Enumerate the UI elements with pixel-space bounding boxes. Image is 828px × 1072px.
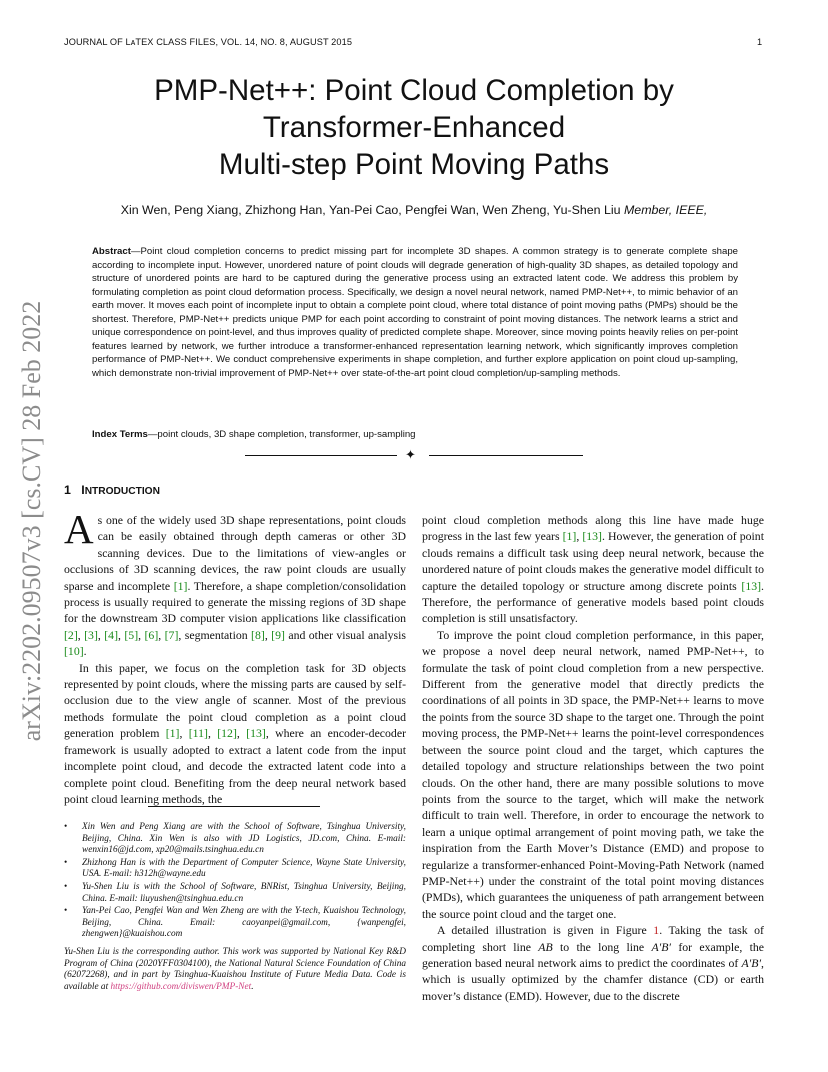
title-line-3: Multi-step Point Moving Paths xyxy=(218,148,610,181)
section-number: 1 xyxy=(64,483,71,497)
paragraph: point cloud completion methods along this line have made huge progress in the last few years [1], [13]. However, the generation of point clouds remains a difficult task using deep neural network, because the unordered nature of point clouds makes the generative model difficult to capture the detailed topology or structure among discrete points [13]. Therefore, the performance of generative models based point clouds completion is still unsatisfactory. xyxy=(422,513,764,626)
index-terms-label: Index Terms xyxy=(92,429,148,440)
text-run: . xyxy=(251,981,254,992)
citation-link[interactable]: [13] xyxy=(582,529,602,544)
footnote-item: • Yu-Shen Liu is with the School of Software, BNRist, Tsinghua University, Beijing, China. E-mail: liuyushen@tsinghua.edu.cn xyxy=(64,882,406,905)
text-run: and other visual analysis xyxy=(284,627,406,642)
footnote-item: • Zhizhong Han is with the Department of Computer Science, Wayne State University, USA. E-mail: h312h@wayne.edu xyxy=(64,858,406,881)
citation-link[interactable]: [5] xyxy=(124,627,139,642)
abstract xyxy=(92,245,738,380)
paragraph xyxy=(422,922,764,1004)
footnote-item: • Xin Wen and Peng Xiang are with the School of Software, Tsinghua University, Beijing, China. Xin Wen is also with JD Logistics, JD.com, China. E-mail: wenxin16@jd.com, xp20@mails.tsinghua.edu.cn xyxy=(64,822,406,857)
section-divider xyxy=(245,449,583,463)
text-run: . xyxy=(83,644,87,659)
paragraph: As one of the widely used 3D shape representations, point clouds can be easily obtained through depth cameras or other 3D scanning devices. Due to the limitations of view-angles or occlusions of 3D scanning devices, the raw point clouds are usually sparse and incomplete [1]. Therefore, a shape completion/consolidation process is usually required to generate the missing regions of 3D shape for the downstream 3D computer vision applications like classification [2], [3], [4], [5], [6], [7], segmentation [8], [9] and other visual analysis [10]. xyxy=(64,506,406,659)
text-run: A detailed illustration is given in Figure xyxy=(437,923,654,938)
drop-cap: A xyxy=(64,506,94,552)
citation-link[interactable]: [11] xyxy=(188,726,208,741)
text-run: . Therefore, a shape completion/consolidation process is usually required to generate the missing regions of 3D shape for the downstream 3D computer vision applications like classification xyxy=(64,578,406,626)
page-number: 1 xyxy=(757,37,763,47)
citation-link[interactable]: [1] xyxy=(165,726,180,741)
divider-ornament: ✦ xyxy=(405,447,416,462)
citation-link[interactable]: [13] xyxy=(741,578,762,593)
text-run: , segmentation xyxy=(178,627,252,642)
citation-link[interactable]: [4] xyxy=(104,627,119,642)
citation-link[interactable]: [1] xyxy=(173,578,188,593)
math-inline: AB xyxy=(538,939,553,954)
text-run: for example, the generation based neural network aims to predict the coordinates of xyxy=(422,939,764,970)
citation-link[interactable]: [3] xyxy=(84,627,98,642)
text-run: point cloud completion methods along this line have made huge progress in the last few years xyxy=(422,513,764,544)
arxiv-stamp-text: arXiv:2202.09507v3 [cs.CV] 28 Feb 2022 xyxy=(17,300,46,742)
math-inline: A′B′ xyxy=(741,955,762,970)
citation-link[interactable]: [6] xyxy=(144,627,159,642)
citation-link[interactable]: [7] xyxy=(164,627,179,642)
arxiv-stamp xyxy=(12,286,52,756)
text-run: s one of the widely used 3D shape representations, point clouds can be easily obtained through depth cameras or other 3D scanning devices. Due to the limitations of view-angles or occlusions of 3D scanning devices, the raw point clouds are usually sparse and incomplete xyxy=(64,513,406,593)
author-list xyxy=(40,203,788,217)
abstract-text: —Point cloud completion concerns to predict missing part for incomplete 3D shapes. A common strategy is to generate complete shape according to incomplete input. However, unordered nature of point clouds will degrade generation of high-quality 3D shapes, as detailed topology and structure of unordered points are hard to be captured during the generative process using an extracted latent code. We address this problem by formulating completion as point cloud deformation process. Specifically, we design a novel neural network, named PMP-Net++, to mimic behavior of an earth mover. It moves each point of incomplete input to obtain a complete point cloud, where total distance of point moving paths (PMPs) should be the shortest. Therefore, PMP-Net++ predicts unique PMP for each point according to constraint of point moving distances. The network learns a strict and unique correspondence on point-level, and thus improves quality of predicted complete shape. Moreover, since moving points heavily relies on per-point features learned by network, we further introduce a transformer-enhanced representation learning network, which significantly improves completion performance of PMP-Net++. We conduct comprehensive experiments in shape completion, and further explore application on point cloud up-sampling, which demonstrate non-trivial improvement of PMP-Net++ over state-of-the-art point cloud completion/up-sampling methods. xyxy=(92,246,738,379)
citation-link[interactable]: [13] xyxy=(246,726,266,741)
affiliation-list xyxy=(64,822,406,941)
author-membership: Member, IEEE, xyxy=(623,203,708,217)
paragraph: To improve the point cloud completion performance, in this paper, we propose a novel deep neural network, named PMP-Net++, to formulate the task of point cloud completion from a new perspective. Different from the generative model that directly predicts the coordinations of all points in 3D space, the PMP-Net++ learns to move the points from the source 3D shape to the target one. Through the point moving process, the PMP-Net++ learns the point-level correspondences between the source point cloud and the target, which captures the detailed topology and structure relationships between the two point clouds. On the other hand, there are many possible solutions to move points from the source to the target, which will make the network difficult to train well. Therefore, in order to encourage the network to learn a unique optimal arrangement of point moving path, we take the inspiration from the Earth Mover’s Distance (EMD) and propose to regularize a transformer-enhanced Point-Moving-Path Network (named PMP-Net++) under the constraint of the total point moving distances (PMDs), which guarantees the uniqueness of path arrangement between the source point cloud and the target one. xyxy=(422,627,764,921)
text-run: , where an encoder-decoder framework is usually adopted to extract a latent code from the input incomplete point cloud, and decode the extracted latent code into a complete point cloud. Benefiting from the deep neural network based point cloud learning methods, the xyxy=(64,726,406,806)
index-terms-text: —point clouds, 3D shape completion, transformer, up-sampling xyxy=(147,429,416,440)
left-column xyxy=(64,506,406,807)
title-line-2: Transformer-Enhanced xyxy=(262,111,566,144)
paper-title xyxy=(60,72,768,183)
figure-link[interactable]: 1 xyxy=(653,923,660,938)
text-run: , which is usually optimized by the chamfer distance (CD) or earth mover’s distance (EMD). However, due to the discrete xyxy=(422,955,764,1003)
running-header: JOURNAL OF LᴀTEX CLASS FILES, VOL. 14, NO. 8, AUGUST 2015 xyxy=(64,37,353,47)
right-column xyxy=(422,512,764,1004)
text-run: to the long line xyxy=(552,939,652,954)
citation-link[interactable]: [10] xyxy=(64,644,84,659)
text-run: . However, the generation of point clouds remains a difficult task using deep neural network, because the unordered nature of point clouds makes the generative model difficult to capture the detailed topology or structure among discrete points xyxy=(422,529,764,593)
paragraph: In this paper, we focus on the completion task for 3D objects represented by point clouds, where the missing parts are caused by self-occlusion due to the view angle of scanner. Most of the previous methods formulate the point cloud completion as a point cloud generation problem [1], [11], [12], [13], where an encoder-decoder framework is usually adopted to extract a latent code from the input incomplete point cloud, and decode the extracted latent code into a complete point cloud. Benefiting from the deep neural network based point cloud learning methods, the xyxy=(64,660,406,806)
section-title-initial: I xyxy=(81,483,85,497)
citation-link[interactable]: [1] xyxy=(562,529,577,544)
index-terms xyxy=(92,429,738,440)
divider-line-left xyxy=(245,455,397,456)
text-run: . Therefore, the performance of generative models based point clouds completion is still unsatisfactory. xyxy=(422,578,764,626)
footnote-item: • Yan-Pei Cao, Pengfei Wan and Wen Zheng are with the Y-tech, Kuaishou Technology, Beijing, China. Email: caoyanpei@gmail.com, {wanpengfei, zhengwen}@kuaishou.com xyxy=(64,906,406,941)
code-url-link[interactable]: https://github.com/diviswen/PMP-Net xyxy=(110,981,252,992)
author-names: Xin Wen, Peng Xiang, Zhizhong Han, Yan-Pei Cao, Pengfei Wan, Wen Zheng, Yu-Shen Liu xyxy=(120,203,621,217)
footnote-rule xyxy=(148,806,320,807)
title-line-1: PMP-Net++: Point Cloud Completion by xyxy=(154,74,674,107)
footnotes xyxy=(64,822,406,993)
text-run: . Taking the task of completing short line xyxy=(422,923,764,954)
funding-text: Yu-Shen Liu is the corresponding author. This work was supported by National Key R&D Program of China (2020YFF0304100), the National Natural Science Foundation of China (62072268), and in part by Tsinghua-Kuaishou Institute of Future Media Data. Code is available at xyxy=(64,946,406,992)
text-run: In this paper, we focus on the completion task for 3D objects represented by point clouds, where the missing parts are caused by self-occlusion due to the view angle of scanner. Most of the previous methods formulate the point cloud completion as a point cloud generation problem xyxy=(64,660,406,741)
funding-note xyxy=(64,947,406,993)
citation-link[interactable]: [2] xyxy=(64,627,78,642)
citation-link[interactable]: [9] xyxy=(271,627,285,642)
citation-link[interactable]: [8] xyxy=(251,627,265,642)
citation-link[interactable]: [12] xyxy=(217,726,237,741)
math-inline: A′B′ xyxy=(651,939,672,954)
divider-line-right xyxy=(429,455,583,456)
section-title-rest: NTRODUCTION xyxy=(84,486,160,497)
abstract-label: Abstract xyxy=(92,246,131,257)
section-heading xyxy=(64,483,160,497)
